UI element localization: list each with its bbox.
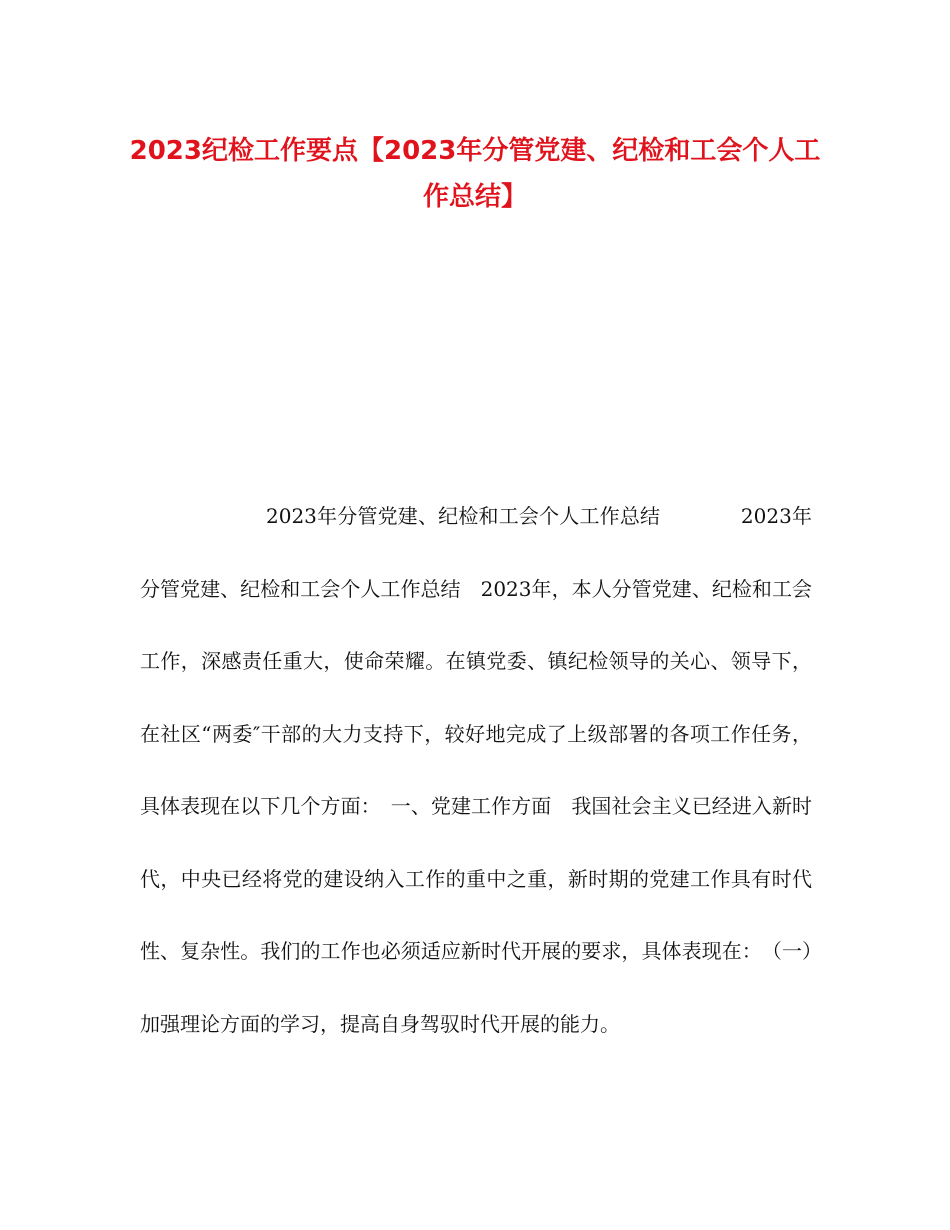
document-body: 2023年分管党建、纪检和工会个人工作总结 2023年分管党建、纪检和工会个人工作总结 2023年，本人分管党建、纪检和工会工作，深感责任重大，使命荣耀。在镇党委、镇纪检领导的关心、领导下，在社区“两委″干部的大力支持下，较好地完成了上级部署的各项工作任务，具体表现在以下几个方面： 一、党建工作方面 我国社会主义已经进入新时代，中央已经将党的建设纳入工作的重中之重，新时期的党建工作具有时代性、复杂性。我们的工作也必须适应新时代开展的要求，具体表现在： （一）加强理论方面的学习，提高自身驾驭时代开展的能力。 (140, 504, 812, 1036)
document-title: 2023纪检工作要点【2023年分管党建、纪检和工会个人工作总结】 (129, 136, 821, 212)
